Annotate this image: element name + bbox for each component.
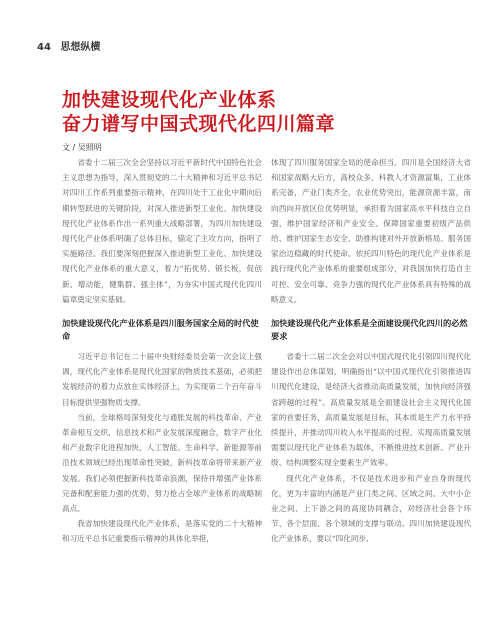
paragraph: 我省加快建设现代化产业体系，是落实党的二十大精神和习近平总书记重要指示精神的具体化举措， — [62, 519, 262, 544]
section-name: 思想纵横 — [60, 42, 101, 53]
author-byline: 文 / 吴照明 — [62, 143, 102, 152]
left-column — [62, 155, 262, 547]
article-title — [62, 88, 335, 136]
paragraph: 省委十二届三次全会坚持以习近平新时代中国特色社会主义思想为指导，深入贯彻党的二十大精神和习近平总书记对四川工作系列重要指示精神，在四川处于工业化中期向后期转型跃进的关键阶段，对深入推进新型工业化、加快建设现代化产业体系作出一系列重大战略部署，为四川加快建设现代化产业体系明确了总体目标，锚定了主攻方向，指明了实施路径。我们要深刻把握深入推进新型工业化、加快建设现代化产业体系的重大意义，着力“拓优势、锻长板，促创新、增动能，健集群、强主体”，为夯实中国式现代化四川篇章奠定坚实基础。 — [62, 158, 262, 304]
paragraph: 体现了四川服务国家全局的使命担当。四川是全国经济大省和国家战略大后方，高校众多，科教人才资源富集，工业体系完备，产业门类齐全，农业优势突出，能源资源丰富，南向西向开放区位优势明显，承担着为国家高水平科技自立自强、维护国家经济和产业安全、保障国家重要初级产品供给、维护国家生态安全、助推构建对外开放新格局、服务国家治边稳藏的时代使命。依托四川特色的现代化产业体系是践行现代化产业体系的重要组成部分，对我国加快打造自主可控、安全可靠、竞争力强的现代化产业体系具有特殊的战略意义。 — [271, 158, 471, 304]
paragraph: 省委十二届二次全会对以中国式现代化引领四川现代化建设作出总体谋划，明确指出“以中国式现代化引领推进四川现代化建设，是经济大省推动高质量发展，加快向经济强省跨越的过程”。高质量发展是全面建设社会主义现代化国家的首要任务，高质量发展是目标，其本质是生产力水平持续提升，并推动四川收入水平提高的过程。实现高质量发展需要以现代化产业体系为载体，不断推进技术创新、产业升级、结构调整实现全要素生产效率。 — [271, 352, 471, 468]
paragraph: 当前，全球格局深刻变化与通胀发展的科技革命、产业革命相互交织，信息技术和产业发展深度融合，数字产业化和产业数字化进程加快，人工智能、生命科学、新能源等前沿技术领域已经出现革命性突破，新科技革命将带来新产业发展。我们必须把握新科技革命浪潮，保持并增强产业体系完备和配套能力强的优势，努力抢占全球产业体系的战略制高点。 — [62, 412, 262, 514]
title-line-1: 加快建设现代化产业体系 — [62, 89, 277, 111]
title-line-2: 奋力谱写中国式现代化四川篇章 — [62, 113, 336, 135]
paragraph: 现代化产业体系，不仅是技术进步和产业自身的现代化，更为丰富的内涵是产业门类之间、区域之间、大中小企业之间、上下游之间的高度协同耦合，对经济社会各个环节、各个层面、各个领域的支撑与联动。四川加快建设现代化产业体系，要以“四化同步、 — [271, 473, 471, 544]
paragraph: 习近平总书记在二十届中央财经委员会第一次会议上强调，现代化产业体系是现代化国家的物质技术基础，必须把发展经济的着力点放在实体经济上，为实现第二个百年奋斗目标提供坚强物质支撑。 — [62, 352, 262, 407]
page-header — [37, 38, 100, 53]
page-number: 44 — [37, 42, 51, 53]
right-column — [271, 155, 471, 547]
subheading: 加快建设现代化产业体系是全面建设现代化四川的必然要求 — [271, 318, 468, 342]
subheading: 加快建设现代化产业体系是四川服务国家全局的时代使命 — [62, 318, 259, 342]
